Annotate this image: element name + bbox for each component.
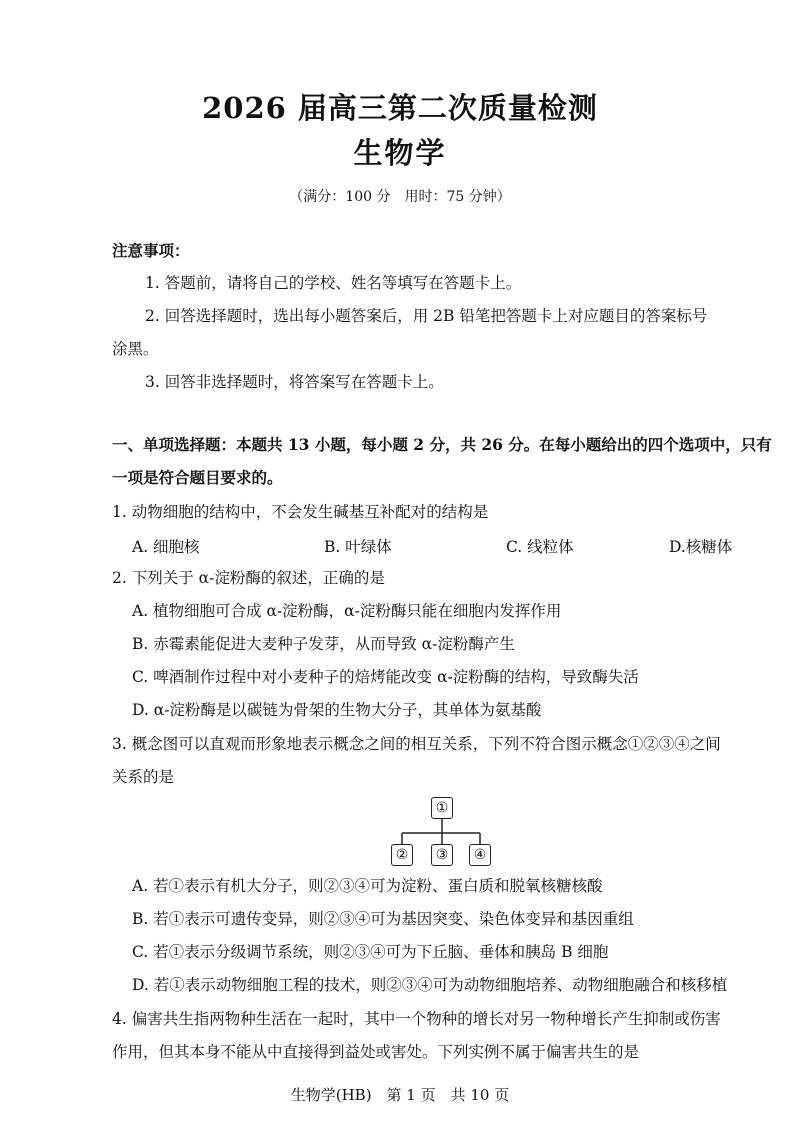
concept-node-4: ④ bbox=[469, 844, 491, 866]
q3-stem-line1: 3. 概念图可以直观而形象地表示概念之间的相互关系，下列不符合图示概念①②③④之间 bbox=[112, 735, 721, 753]
notice-item-2: 2. 回答选择题时，选出每小题答案后，用 2B 铅笔把答题卡上对应题目的答案标号 bbox=[145, 307, 708, 325]
q3-stem-line2: 关系的是 bbox=[112, 768, 175, 786]
page-footer: 生物学(HB) 第 1 页 共 10 页 bbox=[290, 1086, 510, 1104]
q3-option-b: B. 若①表示可遗传变异，则②③④可为基因突变、染色体变异和基因重组 bbox=[132, 910, 634, 928]
concept-node-3: ③ bbox=[431, 844, 453, 866]
q4-stem-line1: 4. 偏害共生指两物种生活在一起时，其中一个物种的增长对另一物种增长产生抑制或伤害 bbox=[112, 1010, 721, 1028]
notice-item-2-cont: 涂黑。 bbox=[112, 340, 159, 358]
q3-option-c: C. 若①表示分级调节系统，则②③④可为下丘脑、垂体和胰岛 B 细胞 bbox=[132, 943, 609, 961]
notice-item-1: 1. 答题前，请将自己的学校、姓名等填写在答题卡上。 bbox=[145, 274, 522, 292]
q2-option-b: B. 赤霉素能促进大麦种子发芽，从而导致 α-淀粉酶产生 bbox=[132, 635, 515, 653]
concept-node-1: ① bbox=[431, 797, 453, 819]
q2-stem: 2. 下列关于 α-淀粉酶的叙述，正确的是 bbox=[112, 569, 385, 587]
section-heading-line2: 一项是符合题目要求的。 bbox=[112, 468, 283, 487]
q1-option-d: D.核糖体 bbox=[669, 538, 733, 556]
q2-option-a: A. 植物细胞可合成 α-淀粉酶，α-淀粉酶只能在细胞内发挥作用 bbox=[132, 602, 562, 620]
q1-option-c: C. 线粒体 bbox=[506, 538, 574, 556]
q3-option-d: D. 若①表示动物细胞工程的技术，则②③④可为动物细胞培养、动物细胞融合和核移植 bbox=[132, 976, 728, 994]
exam-title: 2026 届高三第二次质量检测 bbox=[202, 91, 598, 125]
q2-option-d: D. α-淀粉酶是以碳链为骨架的生物大分子，其单体为氨基酸 bbox=[132, 701, 542, 719]
section-heading-line1: 一、单项选择题：本题共 13 小题，每小题 2 分，共 26 分。在每小题给出的四个选项中，只有 bbox=[112, 435, 772, 454]
exam-info: （满分：100 分 用时：75 分钟） bbox=[289, 189, 511, 205]
notice-heading: 注意事项： bbox=[112, 241, 190, 260]
notice-item-3: 3. 回答非选择题时，将答案写在答题卡上。 bbox=[145, 373, 444, 391]
q1-option-b: B. 叶绿体 bbox=[324, 538, 392, 556]
concept-node-2: ② bbox=[391, 844, 413, 866]
q3-option-a: A. 若①表示有机大分子，则②③④可为淀粉、蛋白质和脱氧核糖核酸 bbox=[132, 877, 603, 895]
q4-stem-line2: 作用，但其本身不能从中直接得到益处或害处。下列实例不属于偏害共生的是 bbox=[112, 1043, 640, 1061]
q2-option-c: C. 啤酒制作过程中对小麦种子的焙烤能改变 α-淀粉酶的结构，导致酶失活 bbox=[132, 668, 639, 686]
subject-title: 生物学 bbox=[353, 136, 447, 170]
concept-diagram bbox=[390, 797, 500, 867]
q1-option-a: A. 细胞核 bbox=[132, 538, 200, 556]
q1-stem: 1. 动物细胞的结构中，不会发生碱基互补配对的结构是 bbox=[112, 503, 489, 521]
